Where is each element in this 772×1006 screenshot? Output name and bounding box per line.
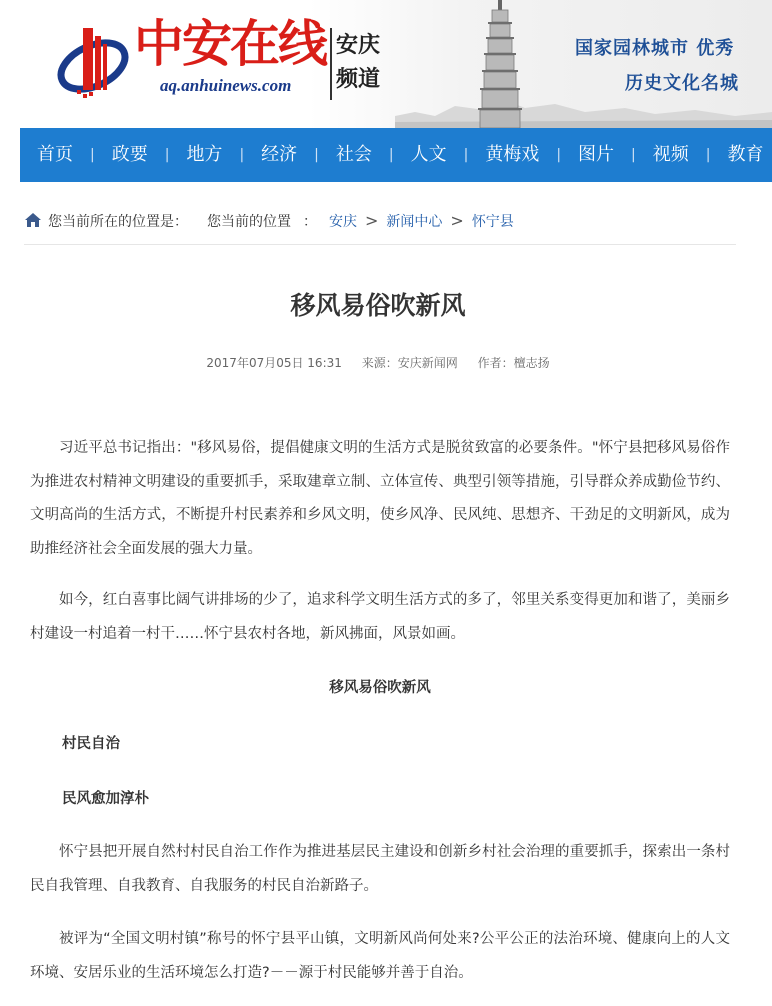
article-author: 作者：檀志扬 [477, 356, 550, 370]
nav-item[interactable]: 教育 [727, 144, 764, 165]
nav-item[interactable]: 地方 [186, 144, 223, 165]
article-title: 移风易俗吹新风 [290, 291, 466, 320]
nav-separator: | [463, 147, 469, 163]
section-heading: 移风易俗吹新风 [329, 680, 431, 696]
slogan-line-1: 国家园林城市 优秀 [575, 38, 735, 59]
breadcrumb-prefix: 您当前所在的位置是： [48, 214, 188, 230]
nav-item[interactable]: 图片 [578, 144, 615, 165]
sub-heading: 村民自治 [62, 736, 120, 752]
breadcrumb-arrow: > [450, 211, 464, 230]
breadcrumb-colon: ： [303, 214, 317, 230]
breadcrumb-link-news-center[interactable]: 新闻中心 [386, 214, 443, 230]
logo-mark-icon [55, 22, 133, 100]
home-icon [24, 212, 42, 228]
breadcrumb-current-label: 您当前的位置 [207, 214, 291, 230]
nav-item[interactable]: 经济 [261, 144, 298, 165]
sub-heading: 民风愈加淳朴 [62, 791, 149, 807]
skyline-image [395, 92, 772, 128]
nav-item[interactable]: 首页 [37, 144, 73, 165]
article-paragraph: 习近平总书记指出："移风易俗，提倡健康文明的生活方式是脱贫致富的必要条件。"怀宁县把移风易俗作为推进农村精神文明建设的重要抓手，采取建章立制、立体宣传、典型引领等措施，引导群众养成勤俭节约、文明高尚的生活方式，不断提升村民素养和乡风文明，使乡风净、民风纯、思想齐、干劲足的文明新风，成为助推经济社会全面发展的强大力量。 [30, 440, 730, 557]
site-banner [0, 0, 772, 128]
site-logo-text[interactable]: 中安在线 [134, 14, 326, 73]
article-source: 来源：安庆新闻网 [361, 356, 458, 370]
pagoda-image [472, 0, 528, 128]
nav-separator: | [705, 147, 711, 163]
nav-list [20, 128, 772, 182]
channel-line-1: 安庆 [336, 32, 381, 58]
channel-line-2: 频道 [336, 66, 381, 92]
article-meta [0, 354, 756, 371]
breadcrumb [24, 208, 736, 245]
nav-separator: | [631, 147, 636, 163]
channel-name [330, 28, 398, 100]
nav-item[interactable]: 社会 [335, 144, 372, 165]
nav-separator: | [388, 147, 394, 163]
nav-item[interactable]: 视频 [652, 144, 689, 165]
article-paragraph: 怀宁县把开展自然村村民自治工作作为推进基层民主建设和创新乡村社会治理的重要抓手，探索出一条村民自我管理、自我教育、自我服务的村民自治新路子。 [30, 844, 730, 894]
site-url: aq.anhuinews.com [160, 76, 292, 95]
breadcrumb-link-anqing[interactable]: 安庆 [329, 214, 357, 230]
breadcrumb-trail [207, 211, 514, 231]
nav-item[interactable]: 黄梅戏 [485, 144, 540, 165]
nav-item[interactable]: 政要 [111, 144, 148, 165]
article-date: 2017年07月05日 16:31 [206, 356, 342, 370]
nav-item[interactable]: 人文 [410, 144, 447, 165]
nav-separator: | [556, 147, 562, 163]
breadcrumb-link-huaining[interactable]: 怀宁县 [471, 214, 514, 230]
nav-separator: | [164, 147, 170, 163]
nav-separator: | [90, 147, 95, 163]
slogan-line-2: 历史文化名城 [625, 73, 739, 94]
breadcrumb-arrow: > [365, 211, 379, 230]
article-paragraph: 被评为“全国文明村镇”称号的怀宁县平山镇，文明新风尚何处来?公平公正的法治环境、健康向上的人文环境、安居乐业的生活环境怎么打造?－－源于村民能够并善于自治。 [30, 931, 730, 981]
nav-separator: | [314, 147, 319, 163]
main-nav [20, 128, 772, 182]
nav-separator: | [239, 147, 245, 163]
article-paragraph: 如今，红白喜事比阔气讲排场的少了，追求科学文明生活方式的多了，邻里关系变得更加和谐了，美丽乡村建设一村追着一村干……怀宁县农村各地，新风拂面，风景如画。 [30, 592, 730, 642]
